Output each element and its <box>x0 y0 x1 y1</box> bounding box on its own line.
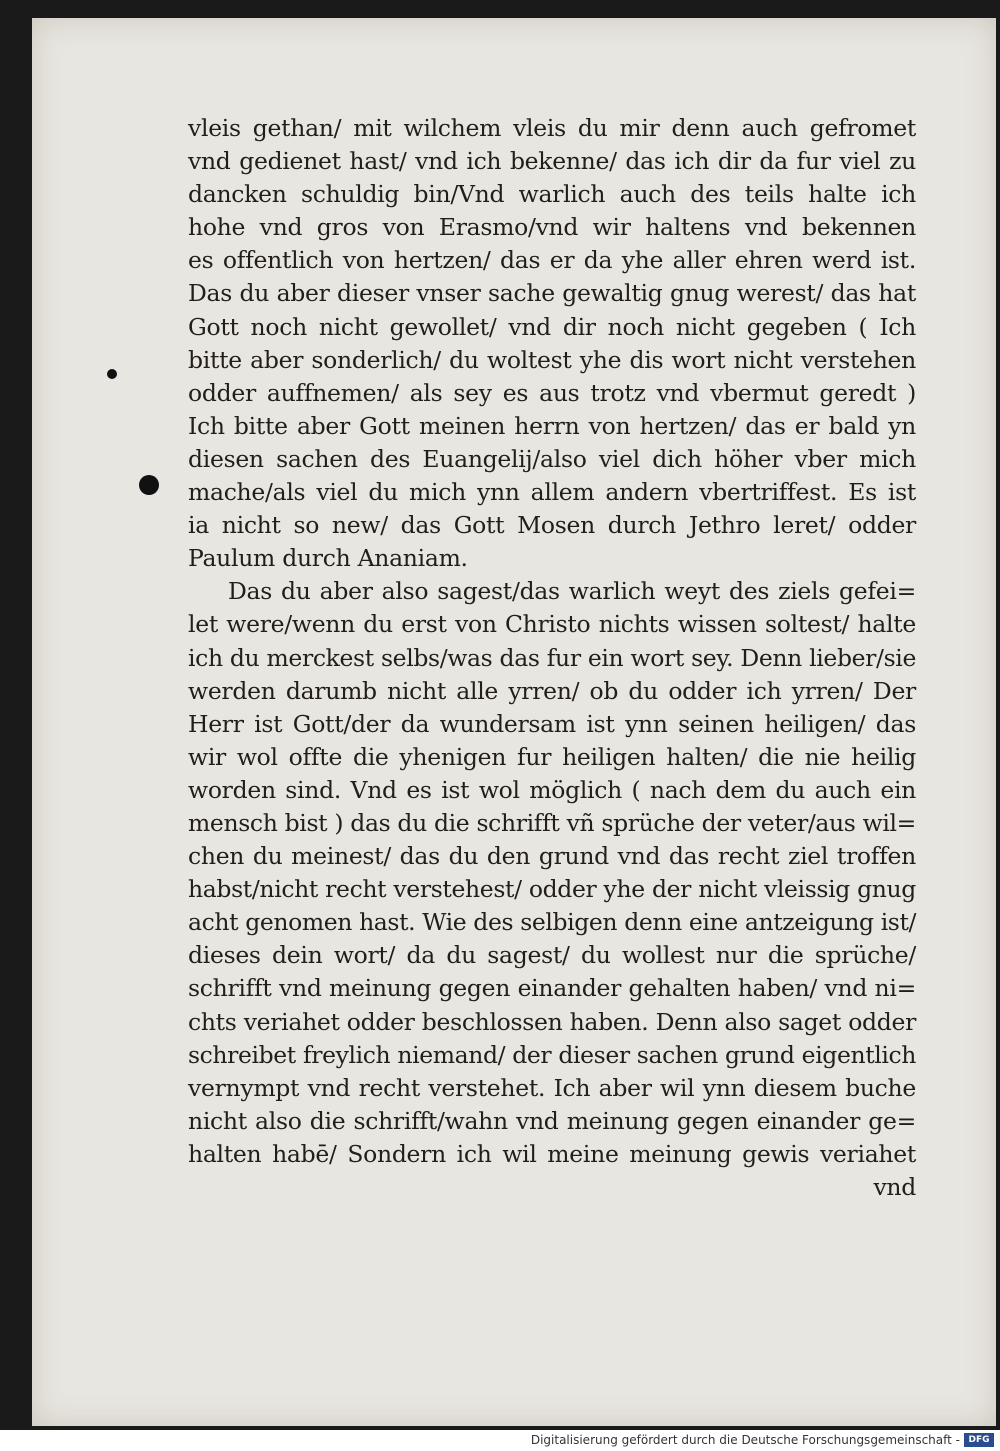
text-line: let were/wenn du erst von Christo nichts wissen soltest/ halte <box>188 610 916 639</box>
text-line: wir wol offte die yhenigen fur heiligen halten/ die nie heilig <box>188 742 916 771</box>
text-line: odder auffnemen/ als sey es aus trotz vnd vbermut geredt ) <box>188 378 916 407</box>
footer <box>0 1430 1000 1451</box>
text-line: ia nicht so new/ das Gott Mosen durch Jethro leret/ odder <box>188 511 916 540</box>
text-line: diesen sachen des Euangelij/also viel dich höher vber mich <box>188 444 916 473</box>
text-line: Gott noch nicht gewollet/ vnd dir noch nicht gegeben ( Ich <box>188 312 916 341</box>
text-line: worden sind. Vnd es ist wol möglich ( nach dem du auch ein <box>188 775 916 804</box>
catchword: vnd <box>873 1173 916 1201</box>
text-line: werden darumb nicht alle yrren/ ob du odder ich yrren/ Der <box>188 676 916 705</box>
text-line: ich du merckest selbs/was das fur ein wort sey. Denn lieber/sie <box>188 643 916 672</box>
page-text <box>188 112 916 1204</box>
text-line: chts veriahet odder beschlossen haben. Denn also saget odder <box>188 1007 916 1036</box>
text-line: vernympt vnd recht verstehet. Ich aber wil ynn diesem buche <box>188 1073 916 1102</box>
dfg-logo: DFG <box>964 1433 994 1447</box>
text-line: Ich bitte aber Gott meinen herrn von hertzen/ das er bald yn <box>188 411 916 440</box>
text-line: vnd gedienet hast/ vnd ich bekenne/ das ich dir da fur viel zu <box>188 147 916 176</box>
text-line: nicht also die schrifft/wahn vnd meinung gegen einander ge= <box>188 1106 916 1135</box>
text-line: schreibet freylich niemand/ der dieser sachen grund eigentlich <box>188 1040 916 1069</box>
text-line: Das du aber also sagest/das warlich weyt des ziels gefei= <box>228 577 916 606</box>
binding-hole <box>107 369 117 379</box>
text-line: Das du aber dieser vnser sache gewaltig gnug werest/ das hat <box>188 279 916 308</box>
footer-credit: Digitalisierung gefördert durch die Deutsche Forschungsgemeinschaft - <box>530 1433 960 1447</box>
text-line: habst/nicht recht verstehest/ odder yhe der nicht vleissig gnug <box>188 875 916 904</box>
text-line: mache/als viel du mich ynn allem andern vbertriffest. Es ist <box>188 478 916 507</box>
text-line: mensch bist ) das du die schrifft vñ sprüche der veter/aus wil= <box>188 808 916 837</box>
text-line: es offentlich von hertzen/ das er da yhe aller ehren werd ist. <box>188 246 916 275</box>
text-line: dancken schuldig bin/Vnd warlich auch des teils halte ich <box>188 180 916 209</box>
text-line: Herr ist Gott/der da wundersam ist ynn seinen heiligen/ das <box>188 709 916 738</box>
text-line: chen du meinest/ das du den grund vnd das recht ziel troffen <box>188 842 916 871</box>
text-line: bitte aber sonderlich/ du woltest yhe dis wort nicht verstehen <box>188 345 916 374</box>
text-line: acht genomen hast. Wie des selbigen denn eine antzeigung ist/ <box>188 908 917 937</box>
binding-hole <box>139 475 159 495</box>
text-line: Paulum durch Ananiam. <box>188 544 468 573</box>
text-line: schrifft vnd meinung gegen einander gehalten haben/ vnd ni= <box>188 974 916 1003</box>
text-line: hohe vnd gros von Erasmo/vnd wir haltens vnd bekennen <box>188 213 916 242</box>
text-line: halten habē/ Sondern ich wil meine meinung gewis veriahet <box>188 1139 916 1168</box>
text-line: dieses dein wort/ da du sagest/ du wollest nur die sprüche/ <box>188 941 916 970</box>
text-line: vleis gethan/ mit wilchem vleis du mir denn auch gefromet <box>188 114 916 142</box>
